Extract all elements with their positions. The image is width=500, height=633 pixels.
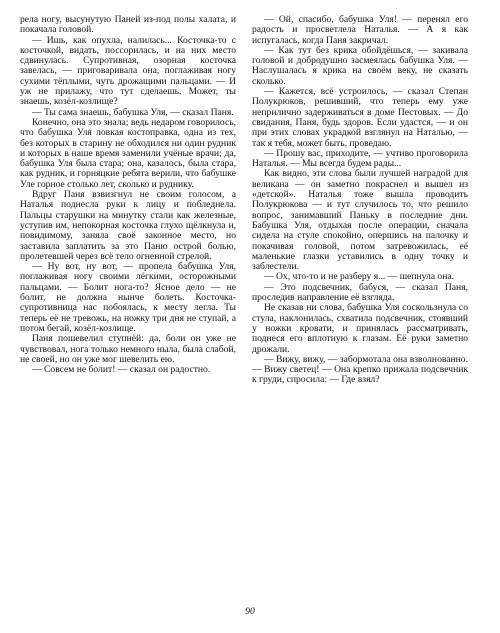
left-column [20, 15, 236, 375]
paragraph: — Ой, спасибо, бабушка Уля! — перенял его радость и просветлела Наталья. — А я как испугалась, когда Паня закричал. [252, 14, 468, 46]
paragraph: — Как тут без крика обойдёшься, — закивала головой и добродушно засмеялась бабушка Уля. — Наслушалась я крика на своём веку, не сказать сколько. [252, 44, 468, 87]
page-number: 90 [245, 607, 255, 617]
paragraph: Паня пошевелил ступнёй: да, боли он уже не чувствовал, нога только немного ныла, была слабой, не своей, но он уже мог шевелить ею. [20, 333, 236, 365]
paragraph: Вдруг Паня взвизгнул не своим голосом, а Наталья поднесла руки к лицу и побледнела. Пальцы старушки на минутку стали как железные, уступив им, непокорная косточка глухо щёлкнула и, повидимому, заняла своё законное место, но заставила заплатить за это Паню острой болью, пролетевшей через всё тело огненной стрелой. [20, 189, 236, 262]
paragraph: — Ну вот, ну вот, — пропела бабушка Уля, поглаживая ногу своими лёгкими, осторожными пальцами. — Болит нога-то? Ясное дело — не болит, не должна нынче болеть. Косточка-супротивница нас побоялась, к месту легла. Ты теперь её не тревожь, на ножку три дня не ступай, а потом бегай, козёл-козлище. [20, 261, 236, 334]
paragraph: Как видно, эти слова были лучшей наградой для великана — он заметно покраснел и вышел из «детской». Наталья тоже вышла проводить Полукрюкова — и тут случилось то, что решило вопрос, занимавший Паньку в последние дни. Бабушка Уля, отдыхая после операции, сначала сидела на стуле спокойно, опершись на палочку и покачивая головой, потом затревожилась, её маленькие глазки уставились в одну точку и заблестели. [252, 168, 468, 273]
paragraph: — Прошу вас, приходите, — учтиво проговорила Наталья. — Мы всегда будем рады... [252, 147, 468, 170]
paragraph: Конечно, она это знала; ведь недаром говорилось, что бабушка Уля ловкая костоправка, одна из тех, без которых в старину не обходился ни один рудник и которых в наше время заменили учёные врачи; да, бабушка Уля была стара; она, казалось, была стара, как рудник, и горняцкие ребята верили, что бабушке Уле горное столько лет, сколько и руднику. [20, 116, 236, 190]
paragraph: — Совсем не болит! — сказал он радостно. [32, 364, 211, 376]
paragraph: — Вижу, вижу, — забормотала она взволнованно. — Вижу светец! — Она крепко прижала подсвечник к груди, спросила: — Где взял? [252, 353, 468, 386]
right-column [252, 15, 468, 386]
paragraph: — Ох, что-то и не разберу я... — шепнула она. [264, 271, 455, 283]
paragraph: Не сказав ни слова, бабушка Уля соскользнула со стула, наклонилась, схватила подсвечник, стоявший у ножки кровати, и принялась рассматривать, поднеся его вплотную к глазам. Её руки заметно дрожали. [252, 302, 468, 355]
paragraph: — Ишь, как опухла, налилась... Косточка-то с косточкой, видать, поссорилась, и на них место сдвинулась. Супротивная, озорная косточка завелась, — приговаривала она, поглаживая ногу сухими тёплыми, чуть дрожащими пальцами. — И уж не прилажу, что тут сделаешь. Может, ты знаешь, козёл-козлище? [20, 34, 236, 108]
paragraph: — Это подсвечник, бабуся, — сказал Паня, проследив направление её взгляда. [252, 281, 468, 304]
paragraph: рела ногу, высунутую Паней из-под полы халата, и покачала головой. [20, 14, 236, 36]
paragraph: — Кажется, всё устроилось, — сказал Степан Полукрюков, решивший, что теперь ему уже неприлично задерживаться в доме Пестовых. — До свидания, Паня, будь здоров. Если удастся, — и он при этих словах украдкой взглянул на Наталью, — так я тебя, может быть, проведаю. [252, 86, 468, 149]
paragraph: — Ты сама знаешь, бабушка Уля, — сказал Паня. [32, 106, 234, 118]
